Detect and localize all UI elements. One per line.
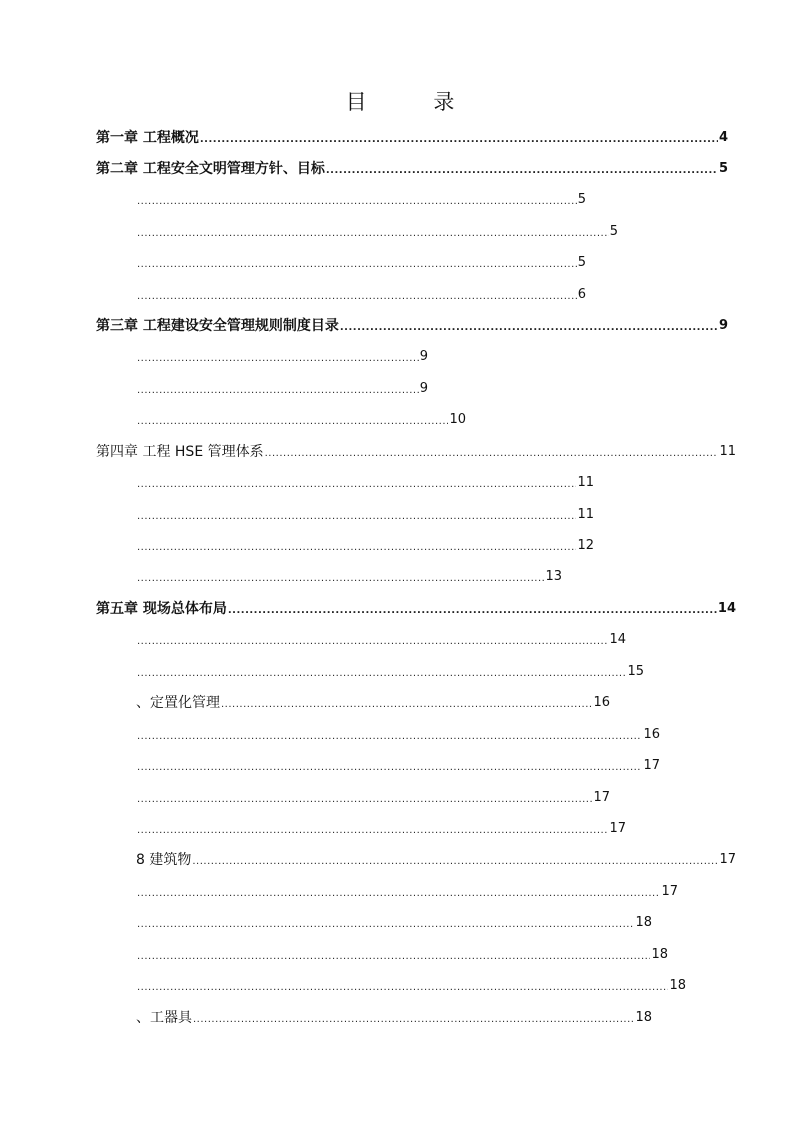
- toc-entry-page-number: 17: [593, 790, 610, 805]
- toc-entry-label: 8 建筑物: [136, 852, 192, 868]
- dot-leader: [228, 600, 717, 618]
- toc-entry-page-number: 18: [635, 915, 652, 930]
- toc-entry[interactable]: [136, 533, 594, 555]
- toc-entry[interactable]: [136, 942, 668, 964]
- toc-entry[interactable]: [136, 376, 428, 398]
- dot-leader: [137, 254, 577, 272]
- toc-entry[interactable]: [136, 910, 652, 932]
- toc-entry-page-number: 13: [545, 569, 562, 584]
- toc-entry[interactable]: [136, 407, 466, 429]
- toc-entry[interactable]: [136, 722, 660, 744]
- toc-entry-label: 第二章 工程安全文明管理方针、目标: [96, 161, 325, 177]
- dot-leader: [137, 914, 634, 932]
- toc-entry[interactable]: [136, 344, 428, 366]
- toc-entry-label: 、工器具: [136, 1010, 192, 1026]
- toc-entry-page-number: 5: [609, 224, 618, 239]
- dot-leader: [137, 820, 608, 838]
- toc-entry-label: 第三章 工程建设安全管理规则制度目录: [96, 318, 339, 334]
- toc-entry-chapter-4[interactable]: [96, 439, 736, 461]
- dot-leader: [137, 883, 660, 901]
- toc-entry-page-number: 15: [627, 664, 644, 679]
- toc-entry[interactable]: [136, 282, 586, 304]
- toc-entry-chapter-3[interactable]: [96, 313, 728, 335]
- toc-entry-page-number: 18: [669, 978, 686, 993]
- toc-entry-chapter-1[interactable]: [96, 125, 728, 147]
- dot-leader: [137, 726, 642, 744]
- toc-entry-page-number: 6: [577, 287, 586, 302]
- toc-entry-page-number: 9: [419, 349, 428, 364]
- toc-entry-page-number: 11: [577, 507, 594, 522]
- dot-leader: [137, 474, 576, 492]
- dot-leader: [137, 631, 608, 649]
- dot-leader: [137, 663, 626, 681]
- toc-entry-page-number: 14: [717, 601, 736, 616]
- toc-entry[interactable]: [136, 470, 594, 492]
- dot-leader: [137, 537, 576, 555]
- dot-leader: [200, 129, 718, 147]
- toc-entry[interactable]: [136, 973, 686, 995]
- dot-leader: [137, 568, 544, 586]
- dot-leader: [137, 223, 609, 241]
- toc-entry[interactable]: [136, 564, 562, 586]
- dot-leader: [137, 757, 642, 775]
- toc-entry-page-number: 12: [577, 538, 594, 553]
- toc-entry-chapter-5[interactable]: [96, 596, 736, 618]
- toc-entry-page-number: 5: [577, 192, 586, 207]
- dot-leader: [137, 191, 577, 209]
- toc-entry[interactable]: [136, 879, 678, 901]
- dot-leader: [137, 506, 576, 524]
- toc-entry-chapter-2[interactable]: [96, 156, 728, 178]
- toc-entry[interactable]: [136, 250, 586, 272]
- dot-leader: [137, 411, 448, 429]
- dot-leader: [265, 443, 719, 461]
- toc-entry-page-number: 16: [643, 727, 660, 742]
- toc-entry-page-number: 17: [719, 852, 736, 867]
- toc-entry[interactable]: [136, 785, 610, 807]
- toc-entry-page-number: 14: [609, 632, 626, 647]
- toc-entry-page-number: 9: [419, 381, 428, 396]
- toc-entry[interactable]: [136, 816, 626, 838]
- toc-entry[interactable]: [136, 502, 594, 524]
- toc-entry[interactable]: [136, 753, 660, 775]
- toc-entry-page-number: 16: [593, 695, 610, 710]
- toc-entry-page-number: 17: [643, 758, 660, 773]
- toc-entry[interactable]: [136, 1005, 652, 1027]
- toc-entry-page-number: 18: [651, 947, 668, 962]
- toc-entry-label: 第一章 工程概况: [96, 130, 199, 146]
- dot-leader: [192, 851, 718, 869]
- toc-entry-page-number: 5: [577, 255, 586, 270]
- toc-entry[interactable]: [136, 847, 736, 869]
- dot-leader: [137, 946, 650, 964]
- toc-entry-label: 第四章 工程 HSE 管理体系: [96, 444, 264, 460]
- dot-leader: [221, 694, 592, 712]
- dot-leader: [137, 348, 419, 366]
- toc-entry-page-number: 11: [577, 475, 594, 490]
- toc-entry[interactable]: [136, 219, 618, 241]
- dot-leader: [137, 977, 668, 995]
- toc-entry[interactable]: [136, 659, 644, 681]
- toc-entry[interactable]: [136, 627, 626, 649]
- toc-entry[interactable]: [136, 690, 610, 712]
- toc-entry-page-number: 9: [718, 318, 728, 333]
- toc-entry-page-number: 18: [635, 1010, 652, 1025]
- toc-entry-label: 第五章 现场总体布局: [96, 601, 227, 617]
- toc-entry-label: 、定置化管理: [136, 695, 220, 711]
- toc-entry-page-number: 10: [449, 412, 466, 427]
- toc-entry-page-number: 17: [661, 884, 678, 899]
- dot-leader: [137, 380, 419, 398]
- toc-entry-page-number: 4: [718, 130, 728, 145]
- toc-entry-page-number: 17: [609, 821, 626, 836]
- toc-entry[interactable]: [136, 187, 586, 209]
- dot-leader: [193, 1009, 634, 1027]
- toc-entry-page-number: 11: [719, 444, 736, 459]
- dot-leader: [137, 789, 592, 807]
- dot-leader: [137, 286, 577, 304]
- toc-title: 目 录: [345, 90, 485, 114]
- toc-entry-page-number: 5: [718, 161, 728, 176]
- dot-leader: [326, 160, 718, 178]
- dot-leader: [340, 317, 718, 335]
